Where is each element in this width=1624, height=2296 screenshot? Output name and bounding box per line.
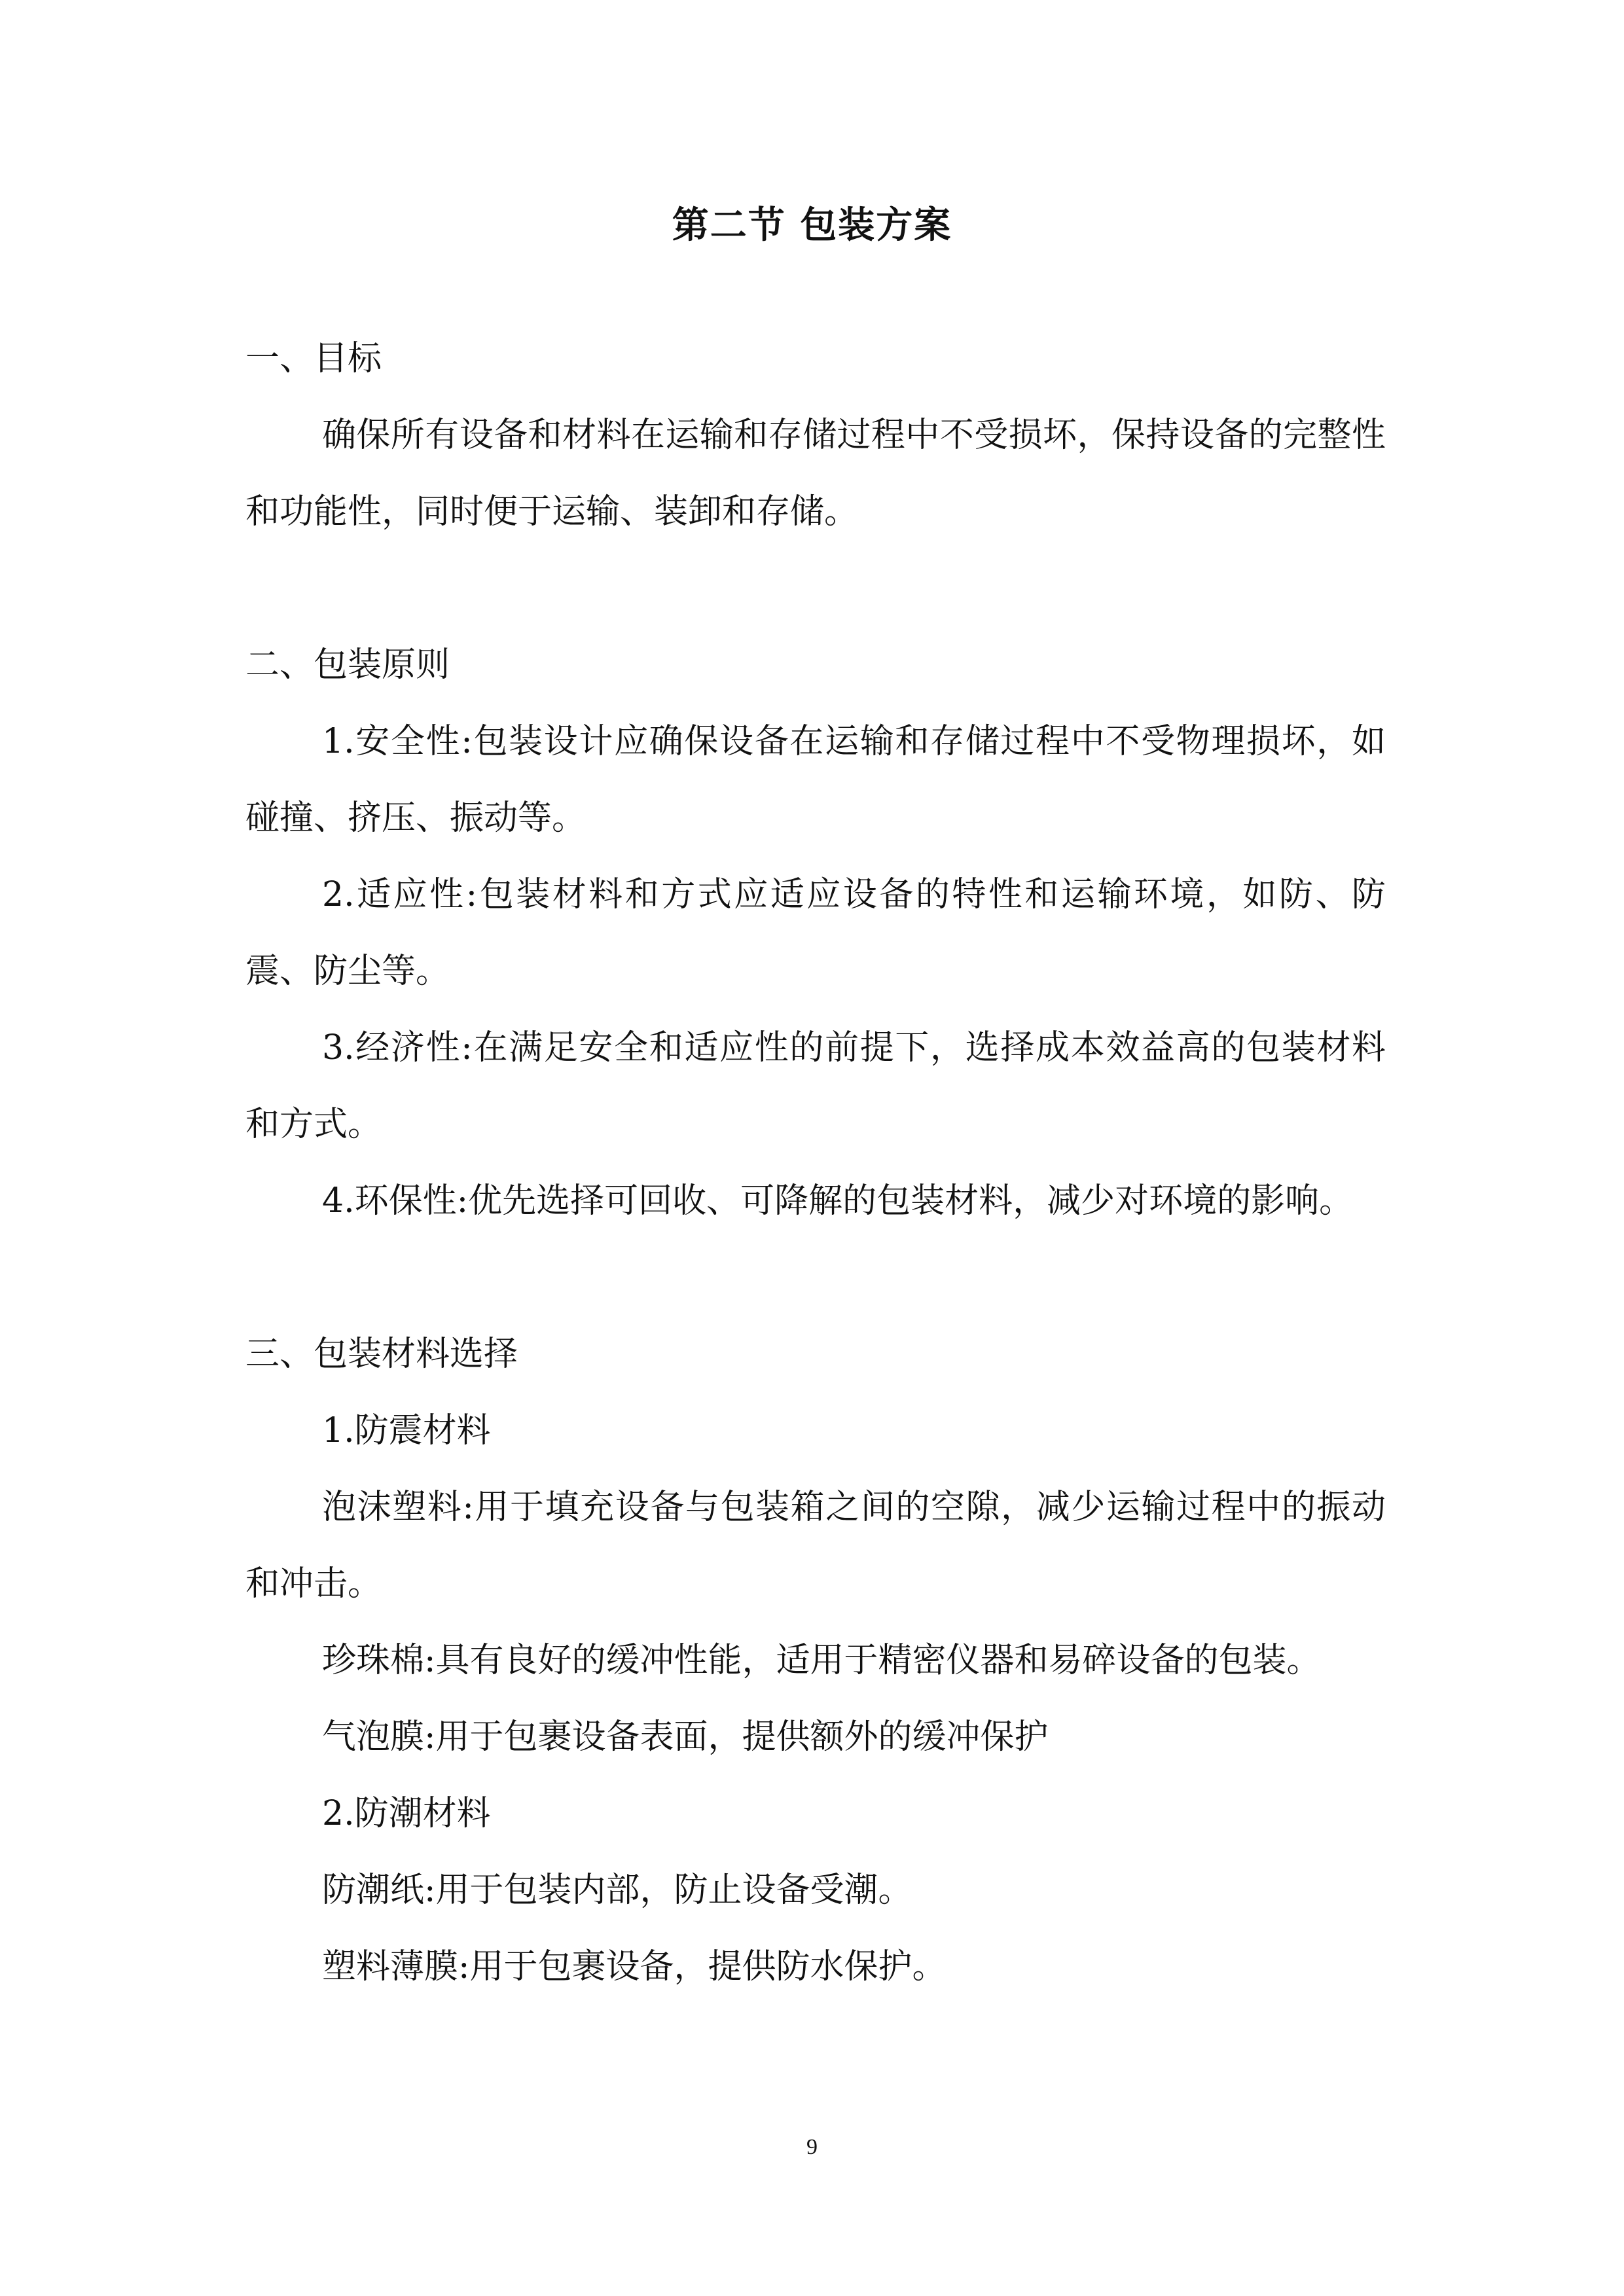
material-subheading-moistureproof: 2.防潮材料 xyxy=(322,1794,491,1833)
principle-economy: 3.经济性:在满足安全和适应性的前提下，选择成本效益高的包装材料和方式。 xyxy=(245,1028,1386,1144)
principle-adaptability: 2.适应性:包装材料和方式应适应设备的特性和运输环境，如防、防震、防尘等。 xyxy=(245,875,1386,991)
section-heading-materials: 三、包装材料选择 xyxy=(245,1335,518,1374)
section-heading-goal: 一、目标 xyxy=(245,339,382,378)
section-spacer xyxy=(245,550,1386,627)
principle-environment: 4.环保性:优先选择可回收、可降解的包装材料，减少对环境的影响。 xyxy=(322,1181,1354,1221)
page-title: 第二节 包装方案 xyxy=(672,204,952,247)
principle-safety: 1.安全性:包装设计应确保设备在运输和存储过程中不受物理损坏，如碰撞、挤压、振动等。 xyxy=(245,722,1386,838)
material-plastic-film: 塑料薄膜:用于包裹设备，提供防水保护。 xyxy=(322,1947,947,1986)
section-heading-principles: 二、包装原则 xyxy=(245,645,450,685)
document-body xyxy=(245,321,1386,2005)
material-pearl-cotton: 珍珠棉:具有良好的缓冲性能，适用于精密仪器和易碎设备的包装。 xyxy=(322,1641,1321,1680)
section-spacer xyxy=(245,1240,1386,1316)
material-bubble-wrap: 气泡膜:用于包裹设备表面，提供额外的缓冲保护 xyxy=(322,1717,1049,1757)
material-moistureproof-paper: 防潮纸:用于包装内部，防止设备受潮。 xyxy=(322,1871,912,1910)
material-foam-plastic: 泡沫塑料:用于填充设备与包装箱之间的空隙，减少运输过程中的振动和冲击。 xyxy=(245,1488,1386,1604)
goal-paragraph: 确保所有设备和材料在运输和存储过程中不受损坏，保持设备的完整性和功能性，同时便于运输、装卸和存储。 xyxy=(245,416,1386,531)
page-number: 9 xyxy=(806,2135,818,2159)
material-subheading-shockproof: 1.防震材料 xyxy=(322,1411,491,1450)
